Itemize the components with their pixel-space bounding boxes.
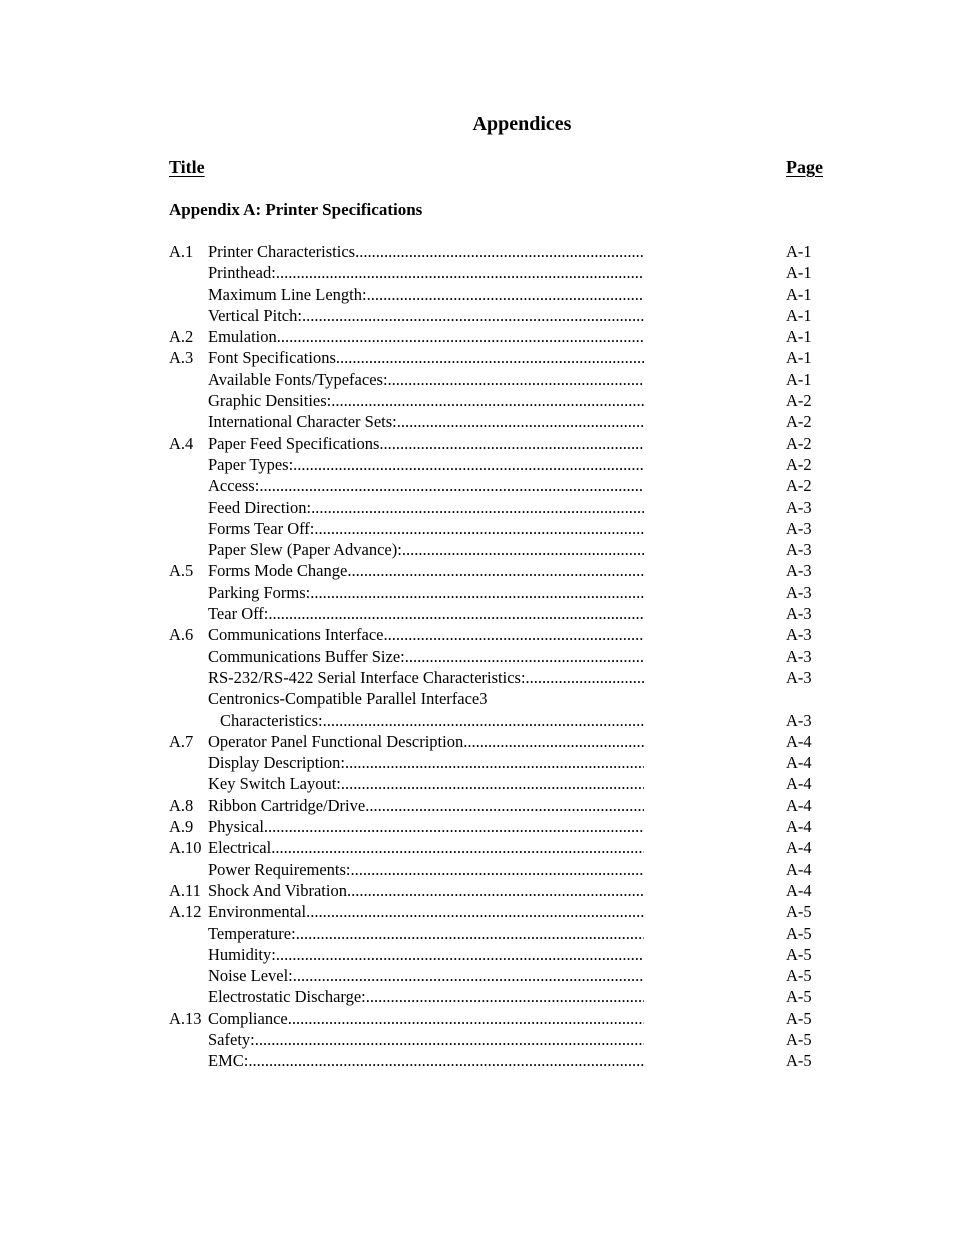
toc-entry-page: A-2: [786, 476, 812, 496]
toc-entry-title: Physical .....: [208, 816, 644, 837]
toc-entry-page: A-3: [786, 710, 812, 730]
toc-entry-title: Parking Forms: .....: [208, 582, 644, 603]
toc-entry-page: A-1: [786, 263, 812, 283]
toc-entry-title: Centronics-Compatible Parallel Interface3: [208, 689, 488, 709]
toc-entry[interactable]: [0, 731, 954, 752]
toc-entry-page: A-4: [786, 753, 812, 773]
toc-entry-page: A-4: [786, 795, 812, 815]
toc-entry-title: Font Specifications .....: [208, 347, 644, 368]
toc-entry-title: Printer Characteristics .....: [208, 241, 644, 262]
toc-entry-title: Maximum Line Length: .....: [208, 284, 644, 305]
toc-entry-page: A-3: [786, 561, 812, 581]
toc-entry-number: A.13: [169, 1008, 202, 1028]
toc-entry[interactable]: [0, 241, 954, 262]
toc-entry-page: A-1: [786, 284, 812, 304]
toc-entry[interactable]: [0, 305, 954, 326]
toc-entry-page: A-5: [786, 1029, 812, 1049]
toc-entry-page: A-5: [786, 987, 812, 1007]
toc-entry-title: Graphic Densities: .....: [208, 390, 644, 411]
toc-entry[interactable]: [0, 710, 954, 731]
title-column-header: Title: [169, 157, 205, 177]
toc-entry-page: A-4: [786, 880, 812, 900]
toc-entry[interactable]: [0, 688, 954, 709]
toc-entry[interactable]: [0, 1008, 954, 1029]
toc-entry[interactable]: [0, 965, 954, 986]
toc-entry-page: A-4: [786, 838, 812, 858]
toc-entry-title: Forms Tear Off: .....: [208, 518, 644, 539]
toc-entry[interactable]: [0, 347, 954, 368]
toc-entry-title: Compliance .....: [208, 1008, 644, 1029]
toc-entry-number: A.11: [169, 880, 201, 900]
toc-entry-title: International Character Sets: .....: [208, 411, 644, 432]
toc-entry-page: A-3: [786, 582, 812, 602]
toc-entry[interactable]: [0, 284, 954, 305]
toc-entry-title: Available Fonts/Typefaces: .....: [208, 369, 644, 390]
toc-entry-title: Characteristics: .....: [220, 710, 644, 731]
toc-entry[interactable]: [0, 603, 954, 624]
toc-entry-page: A-1: [786, 242, 812, 261]
toc-entry-title: Noise Level: .....: [208, 965, 644, 986]
toc-entry-title: Safety: .....: [208, 1029, 644, 1050]
toc-entry-title: Temperature: .....: [208, 923, 644, 944]
toc-entry[interactable]: [0, 752, 954, 773]
toc-entry-page: A-5: [786, 923, 812, 943]
toc-entry[interactable]: [0, 816, 954, 837]
toc-entry-page: A-2: [786, 391, 812, 411]
toc-entry[interactable]: [0, 262, 954, 283]
toc-entry-number: A.1: [169, 242, 194, 261]
toc-entry-number: A.3: [169, 348, 194, 368]
table-of-contents: [0, 241, 954, 1072]
toc-entry-page: A-4: [786, 774, 812, 794]
toc-entry-page: A-2: [786, 412, 812, 432]
toc-entry[interactable]: [0, 497, 954, 518]
toc-entry[interactable]: [0, 795, 954, 816]
toc-entry-page: A-2: [786, 454, 812, 474]
toc-entry-page: A-5: [786, 944, 812, 964]
toc-entry-title: Ribbon Cartridge/Drive .....: [208, 795, 644, 816]
toc-entry-title: Vertical Pitch: .....: [208, 305, 644, 326]
toc-entry-page: A-4: [786, 859, 812, 879]
toc-entry-number: A.6: [169, 625, 194, 645]
toc-entry-page: A-4: [786, 731, 812, 751]
toc-entry[interactable]: [0, 859, 954, 880]
toc-entry-title: Paper Slew (Paper Advance): .....: [208, 539, 644, 560]
toc-entry-page: A-4: [786, 817, 812, 837]
toc-entry[interactable]: [0, 475, 954, 496]
toc-entry-page: A-1: [786, 327, 812, 347]
toc-entry[interactable]: [0, 1029, 954, 1050]
toc-entry-page: A-5: [786, 1008, 812, 1028]
toc-entry-page: A-5: [786, 1051, 812, 1071]
toc-entry[interactable]: [0, 923, 954, 944]
toc-entry[interactable]: [0, 944, 954, 965]
toc-entry[interactable]: [0, 433, 954, 454]
toc-entry[interactable]: [0, 454, 954, 475]
toc-entry[interactable]: [0, 582, 954, 603]
toc-entry-page: A-3: [786, 646, 812, 666]
toc-entry-title: Feed Direction: .....: [208, 497, 644, 518]
toc-entry-number: A.2: [169, 327, 194, 347]
toc-entry[interactable]: [0, 326, 954, 347]
toc-entry-title: Environmental .....: [208, 901, 644, 922]
toc-entry-page: A-3: [786, 604, 812, 624]
toc-entry[interactable]: [0, 646, 954, 667]
toc-entry-page: A-3: [786, 667, 812, 687]
toc-entry-title: Access: .....: [208, 475, 644, 496]
toc-entry[interactable]: [0, 773, 954, 794]
toc-entry[interactable]: [0, 837, 954, 858]
toc-entry-title: Tear Off: .....: [208, 603, 644, 624]
toc-entry-page: A-3: [786, 540, 812, 560]
toc-entry-title: Key Switch Layout: .....: [208, 773, 644, 794]
toc-entry-number: A.8: [169, 795, 194, 815]
toc-entry[interactable]: [0, 667, 954, 688]
toc-entry-title: Power Requirements: .....: [208, 859, 644, 880]
toc-entry-title: Paper Feed Specifications .....: [208, 433, 644, 454]
toc-entry-title: Humidity: .....: [208, 944, 644, 965]
toc-entry-title: Electrostatic Discharge: .....: [208, 986, 644, 1007]
toc-entry-title: Printhead: .....: [208, 262, 644, 283]
toc-entry-page: A-3: [786, 497, 812, 517]
toc-entry-page: A-5: [786, 902, 812, 922]
toc-entry[interactable]: [0, 369, 954, 390]
toc-entry[interactable]: [0, 411, 954, 432]
toc-entry-page: A-2: [786, 433, 812, 453]
toc-entry[interactable]: [0, 518, 954, 539]
toc-entry-title: Forms Mode Change .....: [208, 560, 644, 581]
toc-entry[interactable]: [0, 390, 954, 411]
toc-entry-title: RS-232/RS-422 Serial Interface Characteristics: .....: [208, 667, 644, 688]
toc-entry-page: A-3: [786, 518, 812, 538]
toc-entry-page: A-1: [786, 305, 812, 325]
toc-entry[interactable]: [0, 539, 954, 560]
toc-entry-page: A-3: [786, 625, 812, 645]
toc-entry[interactable]: [0, 1050, 954, 1071]
toc-entry-number: A.7: [169, 731, 194, 751]
toc-entry[interactable]: [0, 624, 954, 645]
page-column-header: Page: [786, 157, 823, 177]
toc-entry[interactable]: [0, 880, 954, 901]
toc-entry-number: A.5: [169, 561, 194, 581]
toc-entry-page: A-1: [786, 348, 812, 368]
toc-entry-title: Paper Types: .....: [208, 454, 644, 475]
toc-entry[interactable]: [0, 986, 954, 1007]
toc-entry-title: Emulation .....: [208, 326, 644, 347]
page-title: Appendices: [472, 113, 572, 135]
appendix-heading: Appendix A: Printer Specifications: [169, 200, 423, 219]
toc-entry-title: Electrical .....: [208, 837, 644, 858]
toc-entry-number: A.9: [169, 817, 194, 837]
toc-entry-title: Communications Buffer Size: .....: [208, 646, 644, 667]
toc-entry-title: Communications Interface .....: [208, 624, 644, 645]
toc-entry-title: EMC: .....: [208, 1050, 644, 1071]
toc-entry-page: A-1: [786, 369, 812, 389]
toc-entry-number: A.12: [169, 902, 202, 922]
toc-entry-title: Operator Panel Functional Description .....: [208, 731, 644, 752]
toc-entry-number: A.4: [169, 433, 194, 453]
toc-entry-number: A.10: [169, 838, 202, 858]
toc-entry-title: Shock And Vibration .....: [208, 880, 644, 901]
toc-entry[interactable]: [0, 901, 954, 922]
toc-entry-title: Display Description: .....: [208, 752, 644, 773]
toc-entry-page: A-5: [786, 966, 812, 986]
toc-entry[interactable]: [0, 560, 954, 581]
